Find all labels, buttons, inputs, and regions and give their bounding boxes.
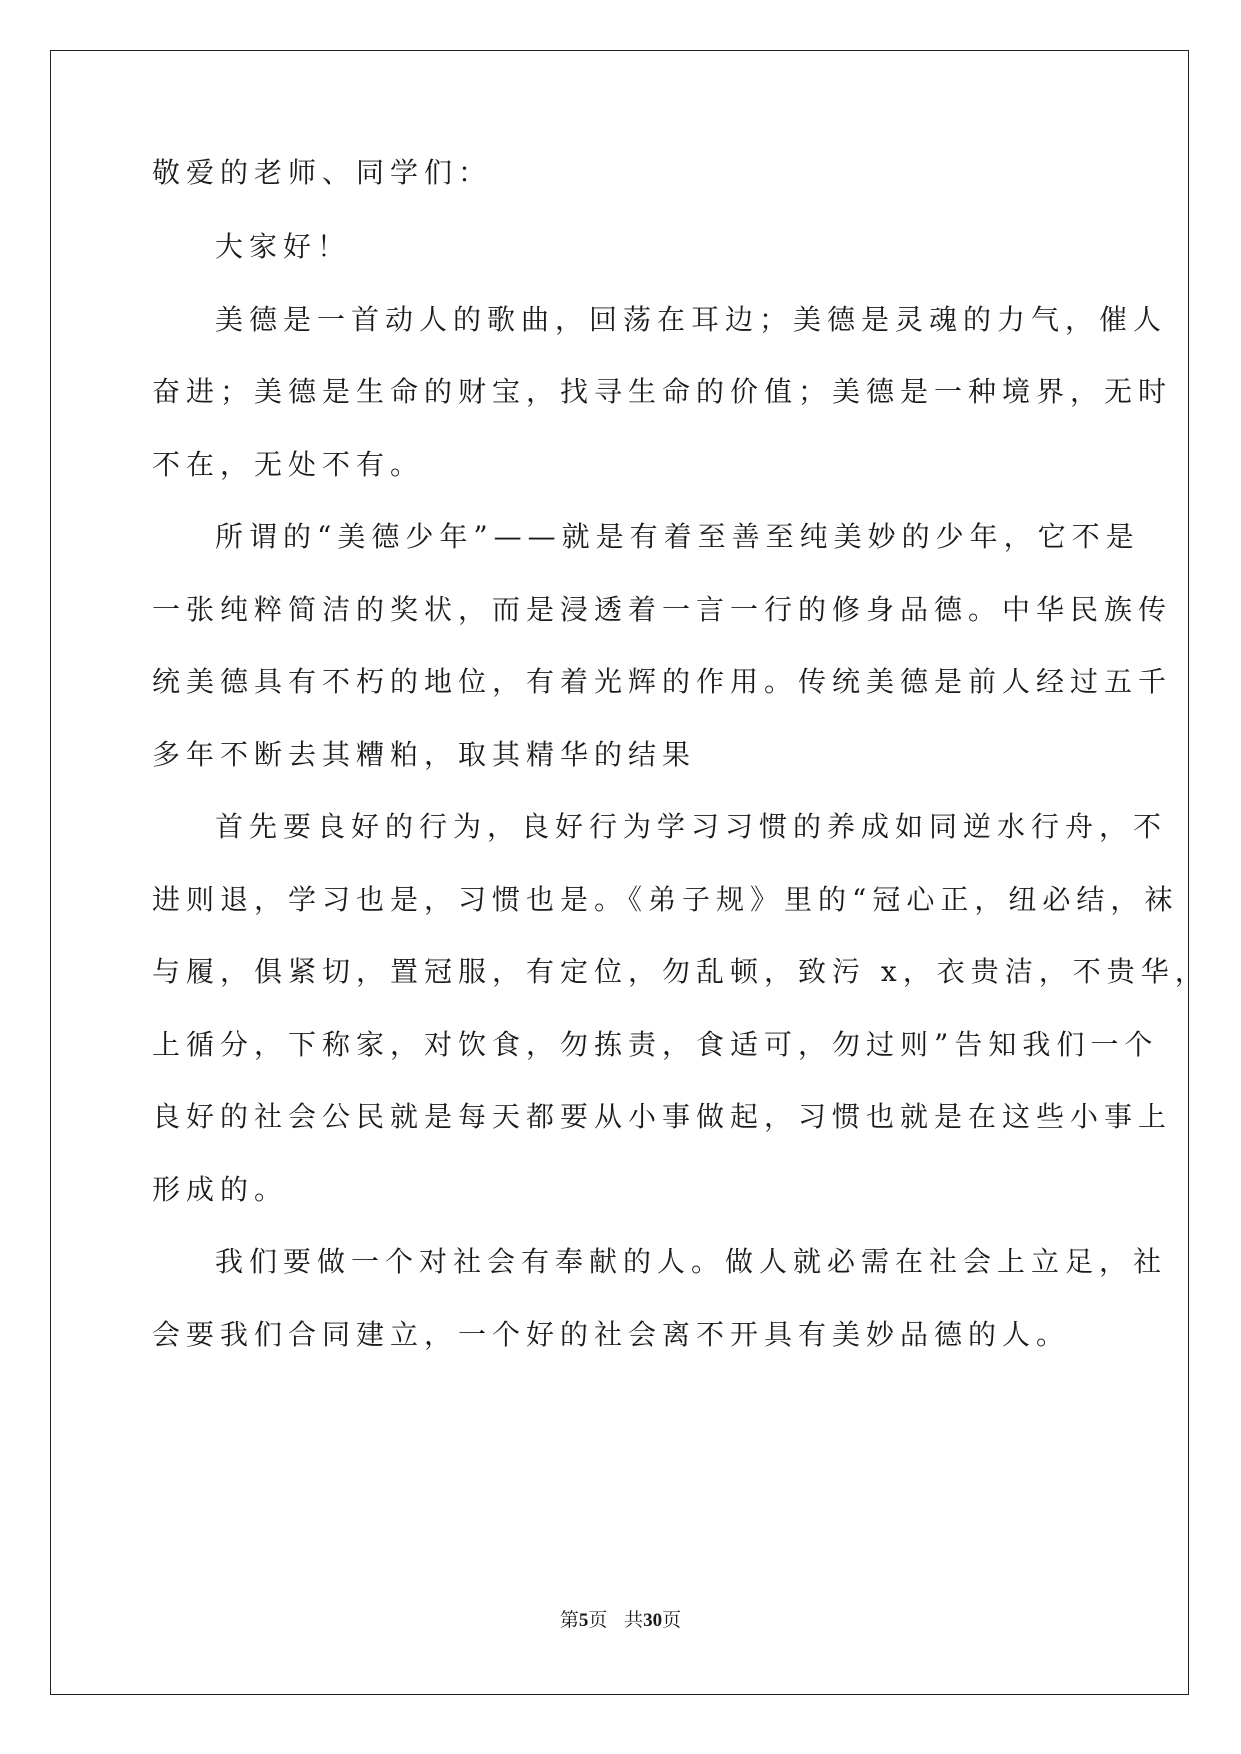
- salutation: 敬爱的老师、同学们：: [152, 156, 493, 189]
- total-pages-indicator: 共30页: [624, 1610, 682, 1631]
- total-pages: 30: [643, 1610, 663, 1631]
- paragraph-line: 所谓的“美德少年”——就是有着至善至纯美妙的少年，它不是: [215, 520, 1140, 553]
- paragraph-line: 我们要做一个对社会有奉献的人。做人就必需在社会上立足，社: [215, 1245, 1168, 1278]
- paragraph-line: 统美德具有不朽的地位，有着光辉的作用。传统美德是前人经过五千: [152, 665, 1173, 698]
- paragraph-line: 首先要良好的行为，良好行为学习习惯的养成如同逆水行舟，不: [215, 810, 1168, 843]
- paragraph-line: 多年不断去其糟粕，取其精华的结果: [152, 738, 697, 771]
- paragraph-line: 形成的。: [152, 1173, 289, 1206]
- greeting: 大家好！: [215, 230, 352, 263]
- page-number: 5: [578, 1610, 589, 1631]
- page-border: [50, 50, 1189, 1695]
- paragraph-line: 奋进；美德是生命的财宝，找寻生命的价值；美德是一种境界，无时: [152, 375, 1173, 408]
- paragraph-line: 与履，俱紧切，置冠服，有定位，勿乱顿，致污 x，衣贵洁，不贵华，: [152, 955, 1209, 988]
- paragraph-line: 良好的社会公民就是每天都要从小事做起，习惯也就是在这些小事上: [152, 1100, 1173, 1133]
- paragraph-line: 会要我们合同建立，一个好的社会离不开具有美妙品德的人。: [152, 1318, 1071, 1351]
- page-footer: [0, 1605, 1241, 1632]
- paragraph-line: 上循分，下称家，对饮食，勿拣责，食适可，勿过则”告知我们一个: [152, 1028, 1159, 1061]
- page-indicator: 第5页: [559, 1610, 608, 1631]
- paragraph-line: 美德是一首动人的歌曲，回荡在耳边；美德是灵魂的力气，催人: [215, 303, 1168, 336]
- paragraph-line: 一张纯粹简洁的奖状，而是浸透着一言一行的修身品德。中华民族传: [152, 593, 1173, 626]
- paragraph-line: 进则退，学习也是，习惯也是。《弟子规》里的“冠心正，纽必结，袜: [152, 883, 1179, 916]
- paragraph-line: 不在，无处不有。: [152, 448, 425, 481]
